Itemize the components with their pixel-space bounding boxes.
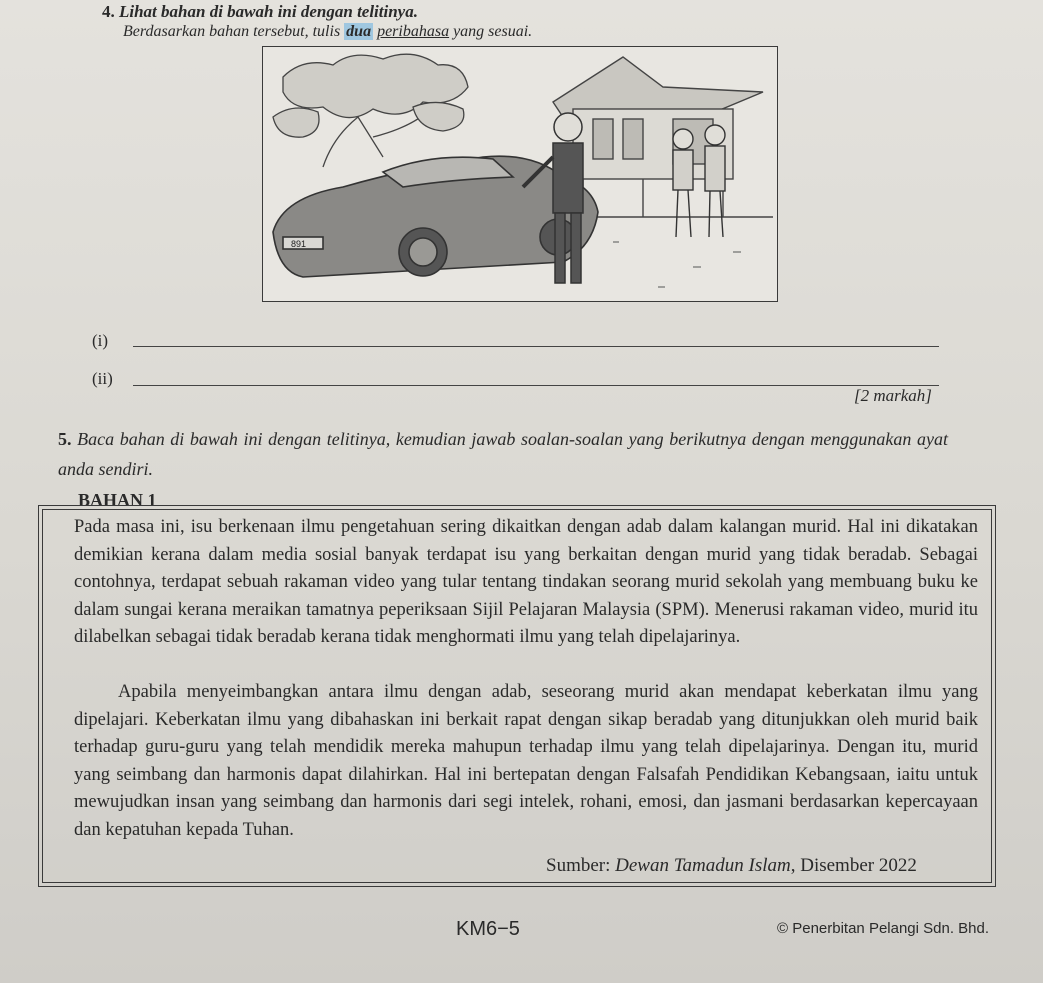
question-4-text: Lihat bahan di bawah ini dengan telitinya.	[119, 2, 418, 21]
answer-line-ii[interactable]	[133, 385, 939, 386]
grass-icon	[613, 242, 741, 287]
question-4-number: 4.	[102, 2, 115, 21]
answer-label-i: (i)	[92, 331, 109, 350]
source-prefix: Sumber:	[546, 855, 616, 876]
license-plate: 891	[291, 239, 307, 249]
question-5-text: Baca bahan di bawah ini dengan telitinya, kemudian jawab soalan-soalan yang berikutnya dengan menggunakan ayat anda sendiri.	[58, 429, 948, 479]
highlighted-word: dua	[346, 23, 372, 40]
question-4-title	[102, 2, 418, 22]
underlined-word: peribahasa	[377, 23, 450, 40]
passage-source	[546, 855, 917, 877]
question-5-number: 5.	[58, 429, 72, 449]
tree-icon	[273, 54, 468, 167]
question-4-instruction	[123, 23, 532, 41]
car-icon	[273, 156, 598, 277]
page-code: KM6−5	[456, 918, 520, 940]
answer-label-ii: (ii)	[92, 369, 113, 388]
question-5	[58, 424, 948, 484]
bahan-heading: BAHAN 1	[78, 490, 157, 510]
source-title: Dewan Tamadun Islam	[615, 855, 791, 876]
illustration-drawing	[263, 47, 777, 301]
publisher-copyright: © Penerbitan Pelangi Sdn. Bhd.	[777, 920, 990, 937]
instruction-text-start: Berdasarkan bahan tersebut, tulis	[123, 23, 345, 40]
answer-line-i[interactable]	[133, 346, 939, 347]
illustration-car-house	[262, 46, 778, 302]
passage-paragraph-1: Pada masa ini, isu berkenaan ilmu pengetahuan sering dikaitkan dengan adab dalam kalangan murid. Hal ini dikatakan demikian kerana dalam media sosial banyak terdapat isu yang berkaitan dengan murid yang tidak beradab. Sebagai contohnya, terdapat sebuah rakaman video yang tular tentang tindakan seorang murid sekolah yang membuang buku ke dalam sungai kerana meraikan tamatnya peperiksaan Sijil Pelajaran Malaysia (SPM). Menerusi rakaman video, murid itu dilabelkan sebagai tidak beradab kerana tidak menghormati ilmu yang telah dipelajarinya.	[74, 517, 978, 647]
passage-paragraph-2: Apabila menyeimbangkan antara ilmu dengan adab, seseorang murid akan mendapat keberkatan ilmu yang dipelajari. Keberkatan ilmu yang dibahaskan ini berkait rapat dengan sikap beradab yang ditunjukkan oleh murid baik terhadap guru-guru yang telah mendidik mereka mahupun terhadap ilmu yang telah dipelajarinya. Dengan itu, murid yang seimbang dan harmonis dapat dilahirkan. Hal ini bertepatan dengan Falsafah Pendidikan Kebangsaan, iaitu untuk mewujudkan insan yang seimbang dan harmonis dari segi intelek, rohani, emosi, dan jasmani berdasarkan kepercayaan dan kepatuhan kepada Tuhan.	[74, 682, 978, 840]
instruction-text-end: yang sesuai.	[449, 23, 533, 40]
source-date: , Disember 2022	[790, 855, 917, 876]
marks-label: [2 markah]	[854, 386, 932, 405]
